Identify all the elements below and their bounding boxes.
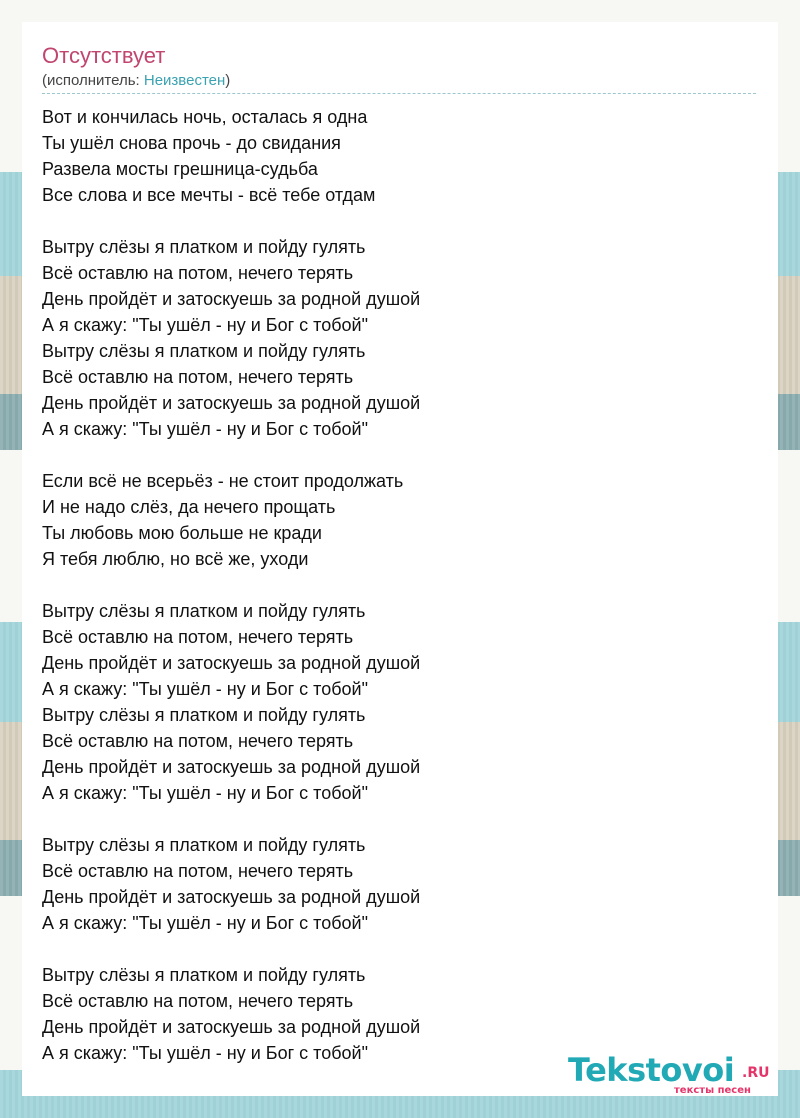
- artist-close: ): [225, 72, 231, 89]
- stanza-gap: [42, 442, 742, 468]
- lyric-line: Ты ушёл снова прочь - до свидания: [42, 133, 341, 153]
- lyric-line: А я скажу: "Ты ушёл - ну и Бог с тобой": [42, 783, 368, 803]
- lyric-line: Все слова и все мечты - всё тебе отдам: [42, 185, 376, 205]
- lyric-line: А я скажу: "Ты ушёл - ну и Бог с тобой": [42, 1043, 368, 1063]
- lyric-line: А я скажу: "Ты ушёл - ну и Бог с тобой": [42, 419, 368, 439]
- lyric-line: Вытру слёзы я платком и пойду гулять: [42, 965, 366, 985]
- lyric-line: День пройдёт и затоскуешь за родной душой: [42, 653, 421, 673]
- lyric-line: А я скажу: "Ты ушёл - ну и Бог с тобой": [42, 679, 368, 699]
- lyric-line: Вытру слёзы я платком и пойду гулять: [42, 601, 366, 621]
- lyric-line: Вытру слёзы я платком и пойду гулять: [42, 341, 366, 361]
- lyric-line: Если всё не всерьёз - не стоит продолжать: [42, 471, 404, 491]
- lyric-line: Всё оставлю на потом, нечего терять: [42, 367, 354, 387]
- lyric-line: Всё оставлю на потом, нечего терять: [42, 627, 354, 647]
- artist-label: (исполнитель:: [42, 72, 144, 89]
- lyric-line: Ты любовь мою больше не кради: [42, 523, 322, 543]
- lyric-line: Развела мосты грешница-судьба: [42, 159, 318, 179]
- site-logo[interactable]: [568, 1050, 778, 1100]
- lyrics-card: [22, 22, 778, 1096]
- lyric-line: День пройдёт и затоскуешь за родной душой: [42, 887, 421, 907]
- title-divider: [42, 93, 756, 94]
- lyric-line: Вытру слёзы я платком и пойду гулять: [42, 237, 366, 257]
- logo-tld: .RU: [742, 1065, 770, 1081]
- logo-name: Tekstovoi: [568, 1051, 735, 1089]
- lyric-line: А я скажу: "Ты ушёл - ну и Бог с тобой": [42, 913, 368, 933]
- artist-link[interactable]: Неизвестен: [143, 72, 226, 89]
- lyric-line: Вытру слёзы я платком и пойду гулять: [42, 705, 366, 725]
- stanza-gap: [42, 806, 742, 832]
- lyric-line: И не надо слёз, да нечего прощать: [42, 497, 336, 517]
- lyric-line: Я тебя люблю, но всё же, уходи: [42, 549, 309, 569]
- lyrics-text: [42, 104, 742, 1066]
- lyric-line: Всё оставлю на потом, нечего терять: [42, 991, 354, 1011]
- artist-line: [42, 72, 230, 90]
- stanza-gap: [42, 572, 742, 598]
- stanza-gap: [42, 208, 742, 234]
- lyric-line: День пройдёт и затоскуешь за родной душой: [42, 757, 421, 777]
- lyric-line: Всё оставлю на потом, нечего терять: [42, 731, 354, 751]
- lyric-line: День пройдёт и затоскуешь за родной душой: [42, 393, 421, 413]
- logo-tagline: тексты песен: [674, 1085, 751, 1096]
- lyric-line: День пройдёт и затоскуешь за родной душой: [42, 289, 421, 309]
- song-title: Отсутствует: [42, 43, 166, 68]
- lyric-line: Всё оставлю на потом, нечего терять: [42, 263, 354, 283]
- stanza-gap: [42, 936, 742, 962]
- lyric-line: Вытру слёзы я платком и пойду гулять: [42, 835, 366, 855]
- lyric-line: Всё оставлю на потом, нечего терять: [42, 861, 354, 881]
- lyric-line: Вот и кончилась ночь, осталась я одна: [42, 107, 368, 127]
- lyric-line: День пройдёт и затоскуешь за родной душой: [42, 1017, 421, 1037]
- lyric-line: А я скажу: "Ты ушёл - ну и Бог с тобой": [42, 315, 368, 335]
